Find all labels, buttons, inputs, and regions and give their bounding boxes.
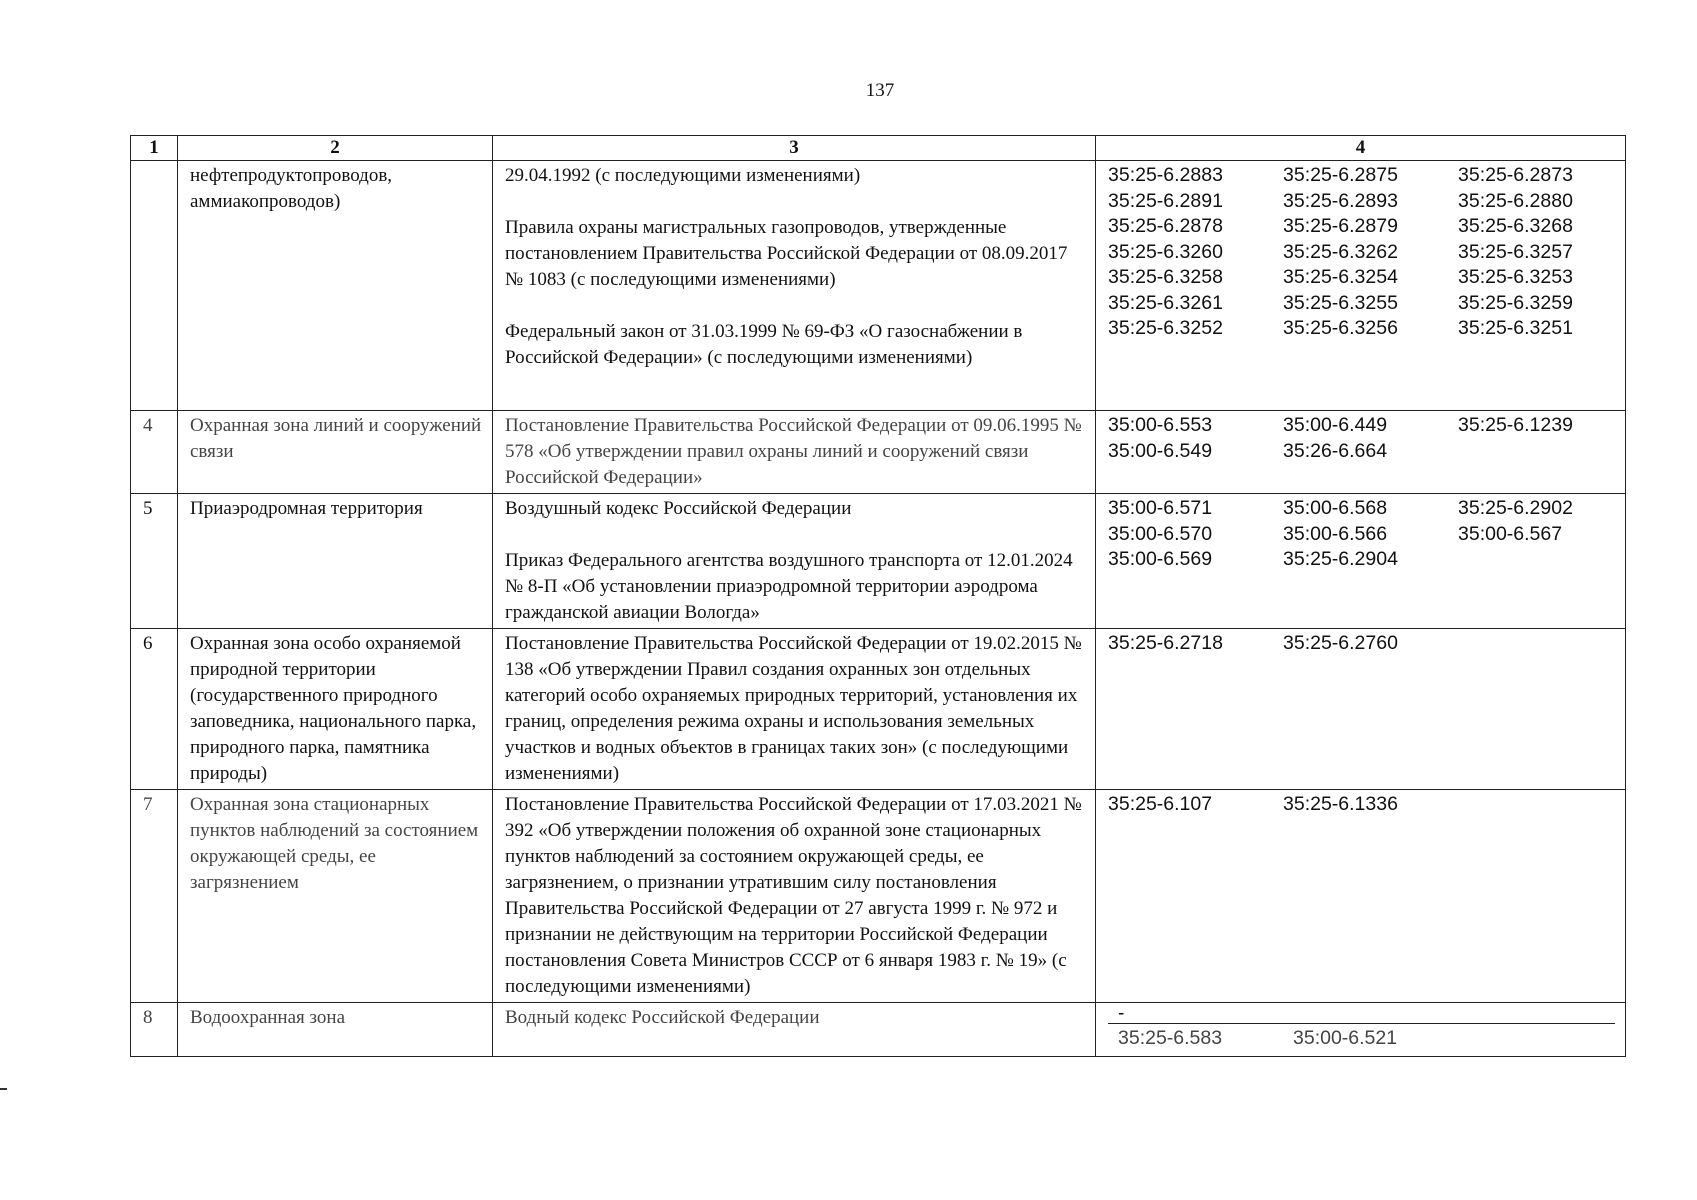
col-header-4: 4	[1096, 136, 1626, 161]
margin-mark	[0, 1088, 7, 1090]
registry-code: 35:00-6.567	[1458, 522, 1563, 545]
table-row	[131, 411, 1626, 494]
table-row	[131, 494, 1626, 629]
registry-code: 35:25-6.3259	[1458, 291, 1573, 314]
registry-codes	[1096, 161, 1626, 411]
zone-name: нефтепродуктопроводов, аммиакопроводов)	[178, 161, 493, 411]
registry-code: 35:25-6.3255	[1283, 291, 1398, 314]
registry-code: 35:25-6.3256	[1283, 317, 1398, 339]
table-row	[131, 790, 1626, 1003]
registry-code: 35:00-6.571	[1108, 497, 1213, 519]
registry-code	[1458, 547, 1633, 573]
registry-code: 35:25-6.2878	[1108, 215, 1223, 237]
legal-doc: Постановление Правительства Российской Федерации от 19.02.2015 № 138 «Об утверждении Правил создания охранных зон отдельных категорий особо охраняемых природных территорий, установления их границ, определения режима охраны и использования земельных участков и водных объектов в границах таких зон» (с последующими изменениями)	[505, 633, 1082, 784]
registry-code	[1458, 439, 1633, 465]
registry-code: 35:25-6.2883	[1108, 164, 1223, 186]
legal-basis	[493, 790, 1096, 1003]
registry-code: 35:25-6.1239	[1458, 414, 1573, 436]
row-number: 7	[131, 790, 178, 1003]
registry-code: 35:25-6.583	[1118, 1027, 1223, 1049]
registry-code: 35:25-6.1336	[1283, 793, 1398, 815]
registry-code: 35:25-6.3262	[1283, 240, 1398, 263]
col-header-1: 1	[131, 136, 178, 161]
empty-dash: -	[1108, 1005, 1615, 1024]
legal-basis	[493, 161, 1096, 411]
registry-code: 35:26-6.664	[1283, 439, 1388, 462]
registry-code: 35:25-6.2875	[1283, 164, 1398, 186]
registry-code	[1458, 631, 1633, 657]
legal-doc: Водный кодекс Российской Федерации	[505, 1007, 820, 1028]
registry-code: 35:00-6.549	[1108, 439, 1213, 462]
table-row	[131, 161, 1626, 411]
registry-code: 35:00-6.569	[1108, 548, 1213, 570]
table-row	[131, 629, 1626, 790]
legal-doc: Постановление Правительства Российской Федерации от 09.06.1995 № 578 «Об утверждении правил охраны линий и сооружений связи Российской Федерации»	[505, 415, 1082, 488]
registry-code: 35:25-6.107	[1108, 793, 1213, 815]
registry-code: 35:25-6.2879	[1283, 215, 1398, 237]
legal-basis	[493, 494, 1096, 629]
legal-basis	[493, 629, 1096, 790]
registry-code: 35:25-6.2891	[1108, 189, 1223, 212]
registry-codes	[1096, 411, 1626, 494]
col-header-2: 2	[178, 136, 493, 161]
legal-doc: Постановление Правительства Российской Федерации от 17.03.2021 № 392 «Об утверждении положения об охранной зоне стационарных пунктов наблюдений за состоянием окружающей среды, ее загрязнением, о признании утратившим силу постановления Правительства Российской Федерации от 27 августа 1999 г. № 972 и признании не действующим на территории Российской Федерации постановления Совета Министров СССР от 6 января 1983 г. № 19» (с последующими изменениями)	[505, 794, 1082, 997]
zone-name: Водоохранная зона	[178, 1003, 493, 1057]
registry-code: 35:25-6.2902	[1458, 497, 1573, 519]
legal-doc: Федеральный закон от 31.03.1999 № 69-ФЗ «О газоснабжении в Российской Федерации» (с последующими изменениями)	[505, 321, 1023, 368]
registry-code: 35:25-6.2904	[1283, 548, 1398, 570]
row-number: 4	[131, 411, 178, 494]
registry-code: 35:25-6.3260	[1108, 240, 1223, 263]
registry-code: 35:25-6.2893	[1283, 189, 1398, 212]
row-number: 8	[131, 1003, 178, 1057]
registry-codes	[1096, 1003, 1626, 1057]
row-number: 5	[131, 494, 178, 629]
registry-code: 35:25-6.3253	[1458, 266, 1573, 288]
registry-code: 35:00-6.570	[1108, 522, 1213, 545]
registry-code: 35:00-6.566	[1283, 522, 1388, 545]
zone-name: Охранная зона линий и сооружений связи	[178, 411, 493, 494]
registry-codes	[1096, 494, 1626, 629]
registry-code: 35:00-6.568	[1283, 497, 1388, 519]
registry-code: 35:25-6.3254	[1283, 266, 1398, 288]
registry-code	[1458, 792, 1633, 818]
registry-code: 35:00-6.553	[1108, 414, 1213, 436]
registry-code: 35:25-6.3258	[1108, 266, 1223, 288]
legal-doc: Правила охраны магистральных газопроводов, утвержденные постановлением Правительства Российской Федерации от 08.09.2017 № 1083 (с последующими изменениями)	[505, 217, 1068, 290]
registry-code: 35:25-6.3251	[1458, 317, 1573, 339]
legal-doc: 29.04.1992 (с последующими изменениями)	[505, 165, 861, 186]
registry-code: 35:25-6.2880	[1458, 189, 1573, 212]
registry-code: 35:00-6.521	[1293, 1027, 1398, 1049]
registry-codes	[1096, 790, 1626, 1003]
row-number	[131, 161, 178, 411]
registry-code	[1468, 1026, 1643, 1052]
registry-code: 35:25-6.2873	[1458, 164, 1573, 186]
zones-table	[130, 135, 1626, 1057]
header-row	[131, 136, 1626, 161]
registry-code: 35:25-6.3261	[1108, 291, 1223, 314]
page-number: 137	[865, 80, 895, 101]
registry-code: 35:25-6.2760	[1283, 632, 1398, 654]
registry-codes	[1096, 629, 1626, 790]
registry-code: 35:00-6.449	[1283, 414, 1388, 436]
legal-basis	[493, 411, 1096, 494]
zone-name: Охранная зона особо охраняемой природной территории (государственного природного заповедника, национального парка, природного парка, памятника природы)	[178, 629, 493, 790]
legal-doc: Приказ Федерального агентства воздушного транспорта от 12.01.2024 № 8-П «Об установлении приаэродромной территории аэродрома гражданской авиации Вологда»	[505, 550, 1073, 623]
table-row	[131, 1003, 1626, 1057]
registry-code: 35:25-6.2718	[1108, 632, 1223, 654]
col-header-3: 3	[493, 136, 1096, 161]
legal-doc: Воздушный кодекс Российской Федерации	[505, 498, 852, 519]
zone-name: Приаэродромная территория	[178, 494, 493, 629]
row-number: 6	[131, 629, 178, 790]
registry-code: 35:25-6.3268	[1458, 215, 1573, 237]
zone-name: Охранная зона стационарных пунктов наблюдений за состоянием окружающей среды, ее загрязнением	[178, 790, 493, 1003]
registry-code: 35:25-6.3257	[1458, 240, 1573, 263]
legal-basis	[493, 1003, 1096, 1057]
registry-code: 35:25-6.3252	[1108, 317, 1223, 339]
